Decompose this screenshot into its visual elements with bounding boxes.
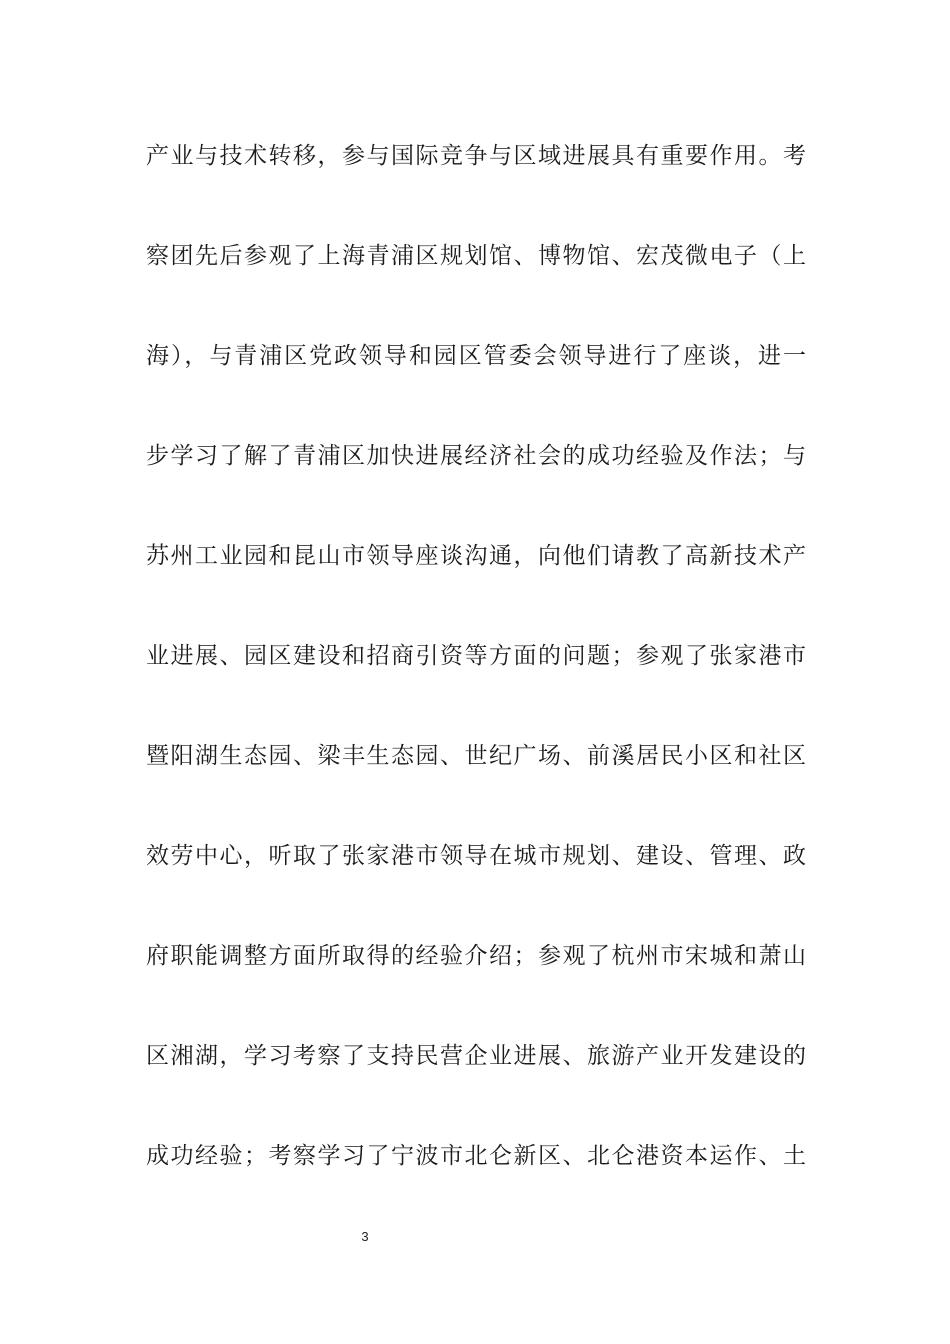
body-text-line: 成功经验；考察学习了宁波市北仑新区、北仑港资本运作、土 xyxy=(146,1143,806,1169)
body-text-line: 苏州工业园和昆山市领导座谈沟通，向他们请教了高新技术产 xyxy=(146,543,806,569)
body-text-line: 海），与青浦区党政领导和园区管委会领导进行了座谈，进一 xyxy=(146,343,806,369)
body-text-line: 察团先后参观了上海青浦区规划馆、博物馆、宏茂微电子（上 xyxy=(146,243,806,269)
body-text-line: 暨阳湖生态园、梁丰生态园、世纪广场、前溪居民小区和社区 xyxy=(146,743,806,769)
body-text-line: 府职能调整方面所取得的经验介绍；参观了杭州市宋城和萧山 xyxy=(146,943,806,969)
body-text-line: 效劳中心，听取了张家港市领导在城市规划、建设、管理、政 xyxy=(146,843,806,869)
body-text-line: 区湘湖，学习考察了支持民营企业进展、旅游产业开发建设的 xyxy=(146,1043,806,1069)
body-text-line: 步学习了解了青浦区加快进展经济社会的成功经验及作法；与 xyxy=(146,443,806,469)
page-number: 3 xyxy=(361,1229,369,1244)
body-text-line: 业进展、园区建设和招商引资等方面的问题；参观了张家港市 xyxy=(146,643,806,669)
body-text-line: 产业与技术转移，参与国际竞争与区域进展具有重要作用。考 xyxy=(146,143,806,169)
